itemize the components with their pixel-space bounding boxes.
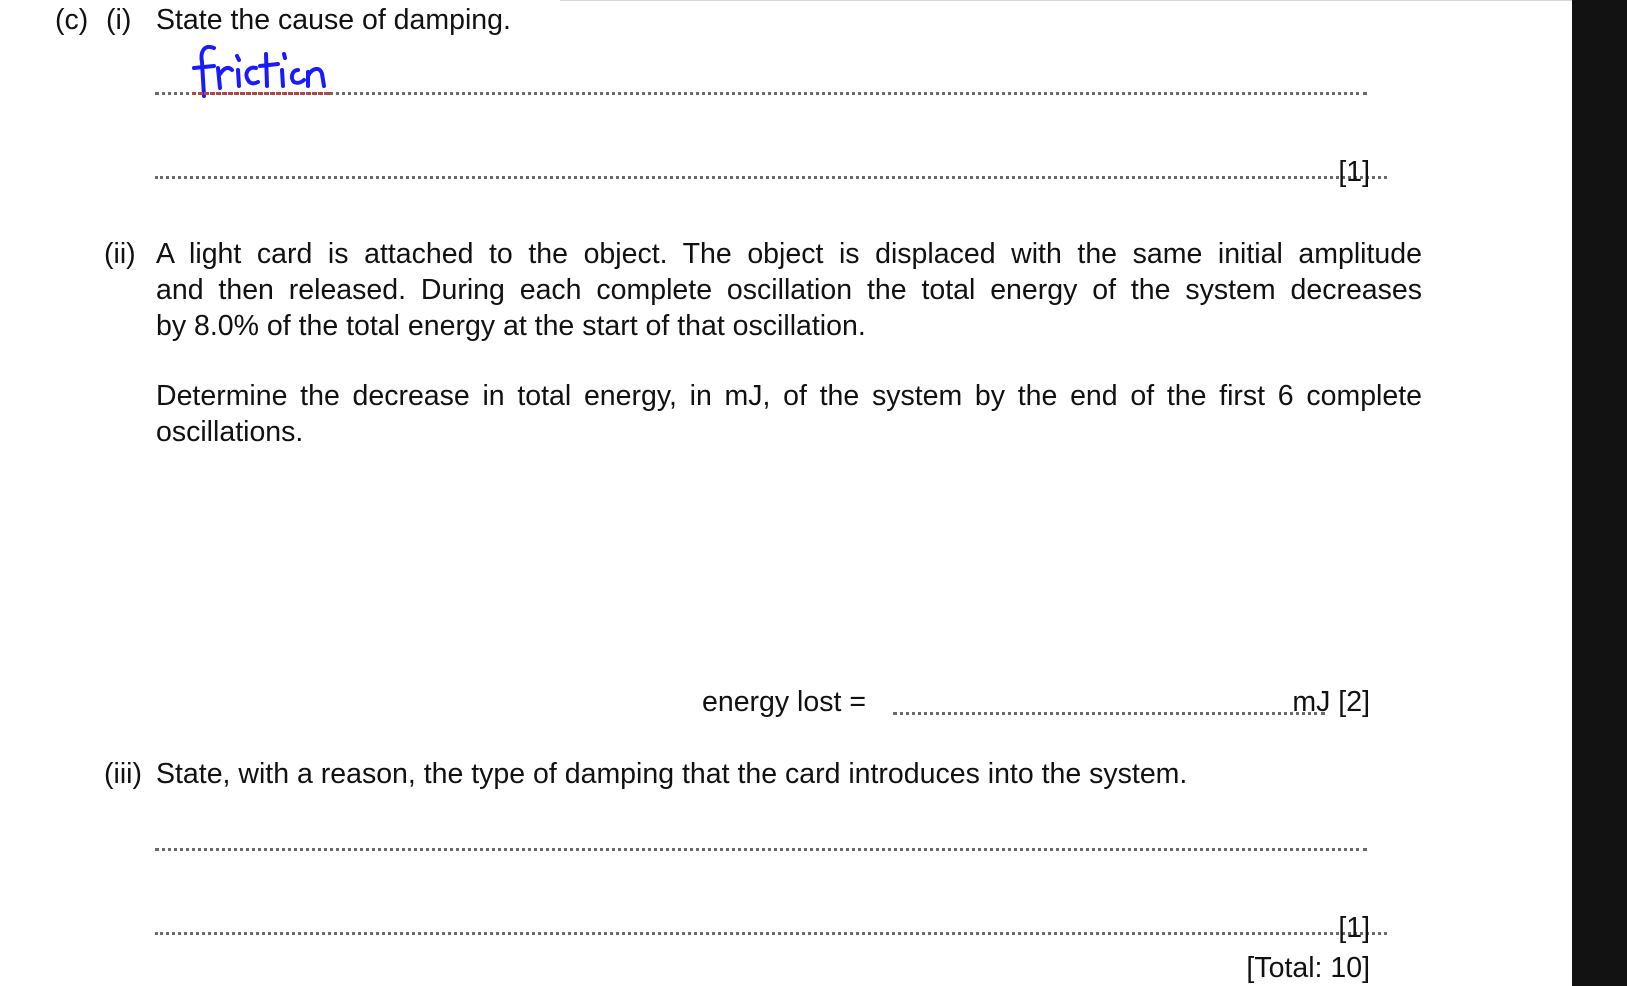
subpart-iii-label: (iii) <box>104 758 142 790</box>
question-ii-prompt-line-2: oscillations. <box>156 416 304 448</box>
right-edge-bar <box>1572 0 1627 986</box>
part-c-label: (c) <box>55 4 89 36</box>
answer-line-iii-2 <box>155 932 1387 935</box>
answer-line-i-1 <box>155 92 1367 95</box>
question-ii-prompt-line-1: Determine the decrease in total energy, in mJ, of the system by the end of the first 6 complete <box>156 380 1422 412</box>
answer-line-i-2 <box>155 176 1387 179</box>
question-ii-line-3: by 8.0% of the total energy at the start of that oscillation. <box>156 310 866 342</box>
question-ii-line-2: and then released. During each complete oscillation the total energy of the system decreases <box>156 274 1422 306</box>
energy-lost-unit-marks: mJ [2] <box>1292 686 1370 718</box>
question-iii-text: State, with a reason, the type of damping that the card introduces into the system. <box>156 758 1188 790</box>
handwritten-answer <box>192 40 342 100</box>
top-divider <box>560 0 1572 1</box>
subpart-ii-label: (ii) <box>104 238 136 270</box>
handwriting-friction-icon <box>192 40 342 100</box>
question-i-text: State the cause of damping. <box>156 4 511 36</box>
energy-lost-label: energy lost = <box>702 686 866 718</box>
question-ii-line-1: A light card is attached to the object. The object is displaced with the same initial amplitude <box>156 238 1422 270</box>
marks-i: [1] <box>1338 156 1370 188</box>
marks-iii: [1] <box>1338 912 1370 944</box>
answer-line-iii-1 <box>155 848 1367 851</box>
subpart-i-label: (i) <box>106 4 132 36</box>
spellcheck-underline <box>193 92 330 95</box>
energy-lost-answer-line <box>893 712 1325 715</box>
total-marks: [Total: 10] <box>1246 952 1370 984</box>
